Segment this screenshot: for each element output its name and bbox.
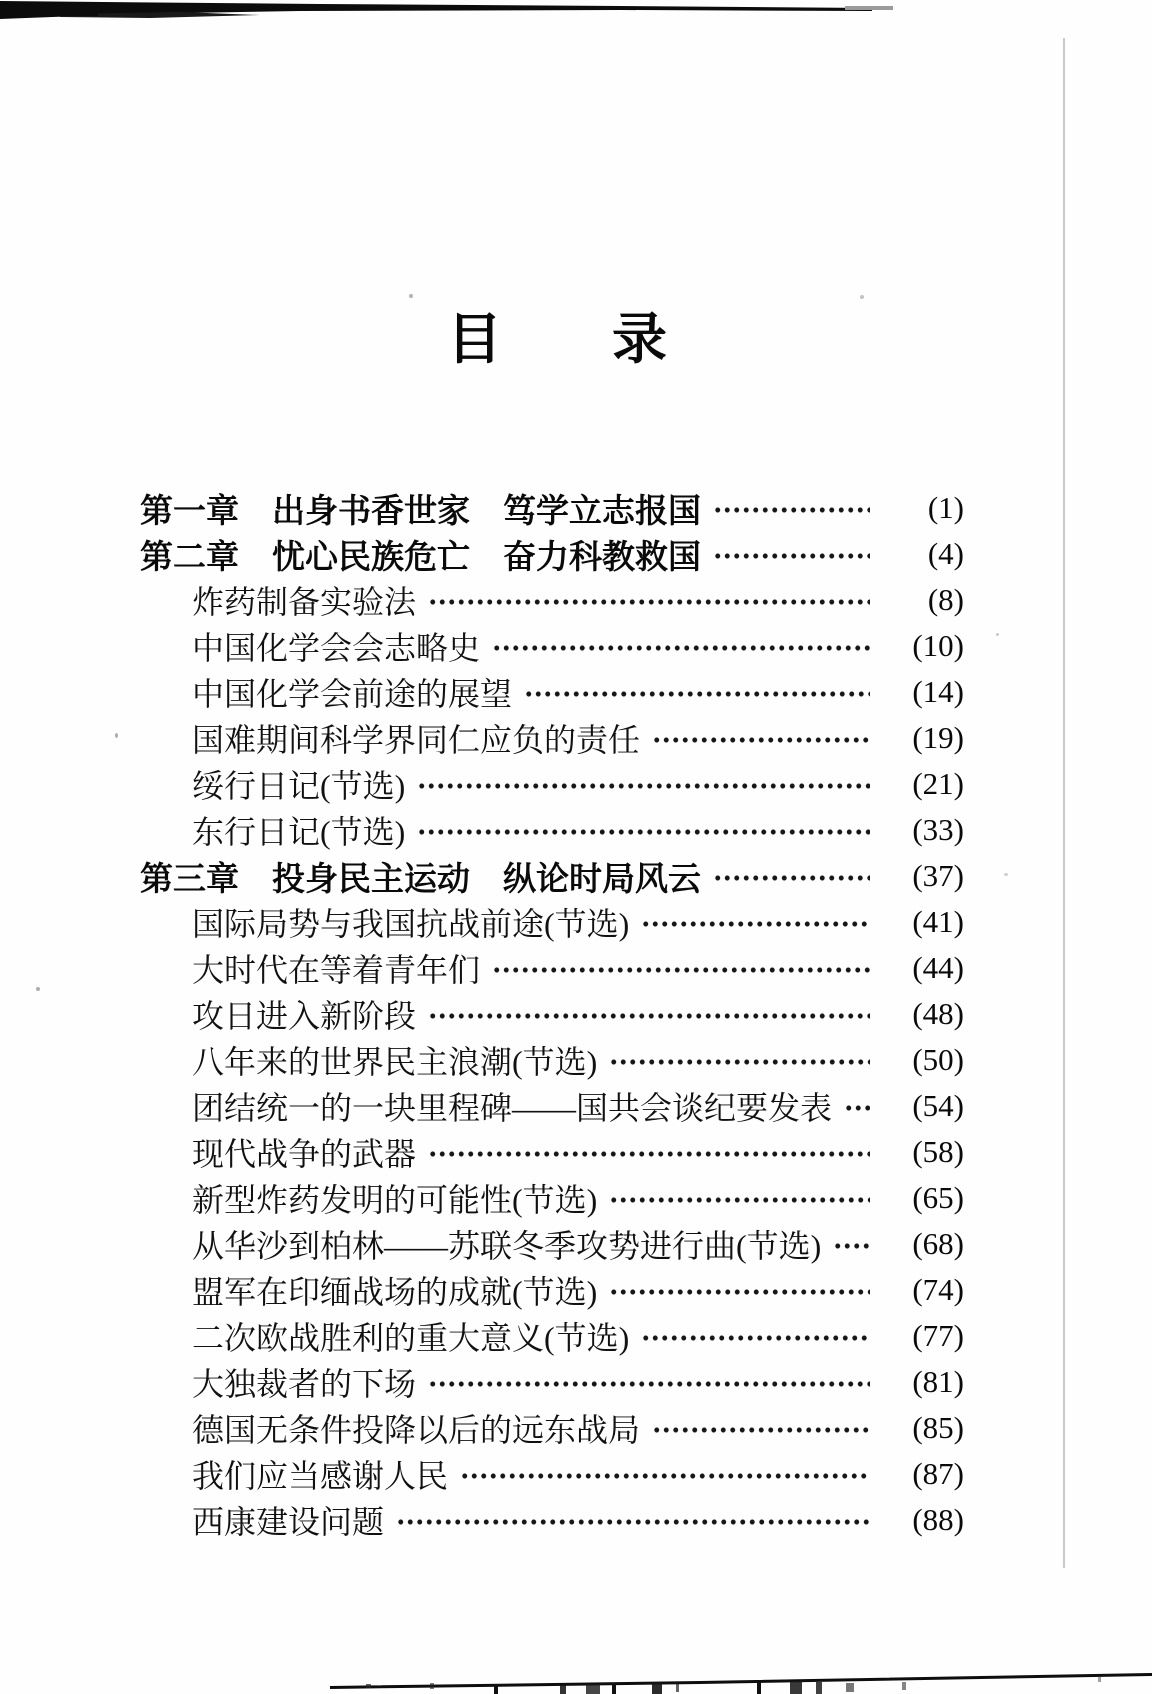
toc-entry-page: (74) [912,1272,964,1307]
dot-leader [833,1221,870,1267]
toc-entry-page: (88) [912,1502,964,1537]
toc-entry-title: 西康建设问题 [192,1504,385,1540]
toc-entry-title: 攻日进入新阶段 [192,998,417,1034]
scan-artifact-top [0,0,1152,26]
toc-entry [140,761,964,807]
page-title: 目 录 [446,308,667,370]
toc-entry [140,669,964,715]
dot-leader [652,715,870,761]
dot-leader [460,1451,870,1497]
dot-leader [609,1037,870,1083]
toc-entry [140,945,964,991]
scan-speck [860,295,864,299]
toc-entry-page: (65) [912,1180,964,1215]
toc-entry-title: 现代战争的武器 [192,1136,417,1172]
toc-entry [140,1405,964,1451]
toc-entry-page: (33) [912,812,964,847]
toc-entry [140,531,964,577]
toc-entry-page: (87) [912,1456,964,1491]
toc-entry-title: 绥行日记(节选) [192,768,406,804]
toc-list [140,485,964,1543]
scan-artifact-bottom-line [0,1660,1152,1694]
toc-entry [140,577,964,623]
dot-leader [641,1313,870,1359]
dot-leader [428,577,870,623]
toc-entry [140,1129,964,1175]
toc-entry-page: (54) [912,1088,964,1123]
toc-entry-title: 团结统一的一块里程碑——国共会谈纪要发表 [192,1090,833,1126]
scan-speck [409,294,413,298]
scan-speck [36,987,40,991]
toc-entry-title: 国难期间科学界同仁应负的责任 [192,722,641,758]
toc-entry-page: (48) [912,996,964,1031]
dot-leader [713,485,870,531]
toc-entry-title: 大独裁者的下场 [192,1366,417,1402]
toc-entry-title: 中国化学会前途的展望 [192,676,513,712]
dot-leader [641,899,870,945]
toc-entry [140,1359,964,1405]
toc-entry [140,715,964,761]
toc-entry-page: (58) [912,1134,964,1169]
toc-entry [140,1267,964,1313]
toc-entry [140,1175,964,1221]
toc-entry-title: 新型炸药发明的可能性(节选) [192,1182,598,1218]
toc-entry [140,623,964,669]
toc-entry-page: (10) [912,628,964,663]
toc-entry-page: (19) [912,720,964,755]
dot-leader [428,1129,870,1175]
toc-entry-page: (41) [912,904,964,939]
toc-entry-page: (81) [912,1364,964,1399]
toc-entry-title: 炸药制备实验法 [192,584,417,620]
dot-leader [428,1359,870,1405]
toc-entry-title: 从华沙到柏林——苏联冬季攻势进行曲(节选) [192,1228,822,1264]
dot-leader [524,669,870,715]
toc-entry [140,991,964,1037]
toc-entry [140,1451,964,1497]
scan-artifact-right-line [1063,38,1065,1568]
toc-entry-page: (85) [912,1410,964,1445]
dot-leader [417,807,870,853]
toc-entry-title: 二次欧战胜利的重大意义(节选) [192,1320,630,1356]
dot-leader [609,1175,870,1221]
dot-leader [428,991,870,1037]
dot-leader [417,761,870,807]
toc-entry [140,807,964,853]
dot-leader [492,623,870,669]
dot-leader [492,945,870,991]
dot-leader [713,531,870,577]
dot-leader [713,853,870,899]
scan-speck [115,733,118,738]
toc-entry-page: (37) [912,858,964,893]
toc-entry [140,1313,964,1359]
scan-speck [996,633,999,636]
toc-entry [140,1037,964,1083]
toc-entry-title: 八年来的世界民主浪潮(节选) [192,1044,598,1080]
toc-entry-title: 德国无条件投降以后的远东战局 [192,1412,641,1448]
toc-entry-page: (14) [912,674,964,709]
dot-leader [396,1497,870,1543]
toc-entry-page: (21) [912,766,964,801]
toc-entry [140,899,964,945]
toc-entry [140,485,964,531]
toc-entry-title: 国际局势与我国抗战前途(节选) [192,906,630,942]
toc-entry [140,1221,964,1267]
toc-entry-title: 中国化学会会志略史 [192,630,481,666]
toc-entry-title: 我们应当感谢人民 [192,1458,449,1494]
toc-entry-title: 盟军在印缅战场的成就(节选) [192,1274,598,1310]
toc-entry [140,853,964,899]
toc-entry-page: (44) [912,950,964,985]
toc-entry-page: (1) [927,490,964,525]
toc-entry-title: 第三章 投身民主运动 纵论时局风云 [140,859,701,897]
toc-entry-title: 第一章 出身书香世家 笃学立志报国 [140,491,701,529]
toc-entry [140,1497,964,1543]
toc-entry-title: 第二章 忧心民族危亡 奋力科教救国 [140,537,701,575]
toc-entry-title: 东行日记(节选) [192,814,406,850]
scan-speck [1004,873,1008,876]
dot-leader [652,1405,870,1451]
toc-entry-title: 大时代在等着青年们 [192,952,481,988]
toc-entry-page: (50) [912,1042,964,1077]
toc-entry-page: (77) [912,1318,964,1353]
toc-entry-page: (68) [912,1226,964,1261]
toc-entry-page: (8) [927,582,964,617]
toc-entry [140,1083,964,1129]
dot-leader [609,1267,870,1313]
dot-leader [844,1083,870,1129]
toc-entry-page: (4) [927,536,964,571]
